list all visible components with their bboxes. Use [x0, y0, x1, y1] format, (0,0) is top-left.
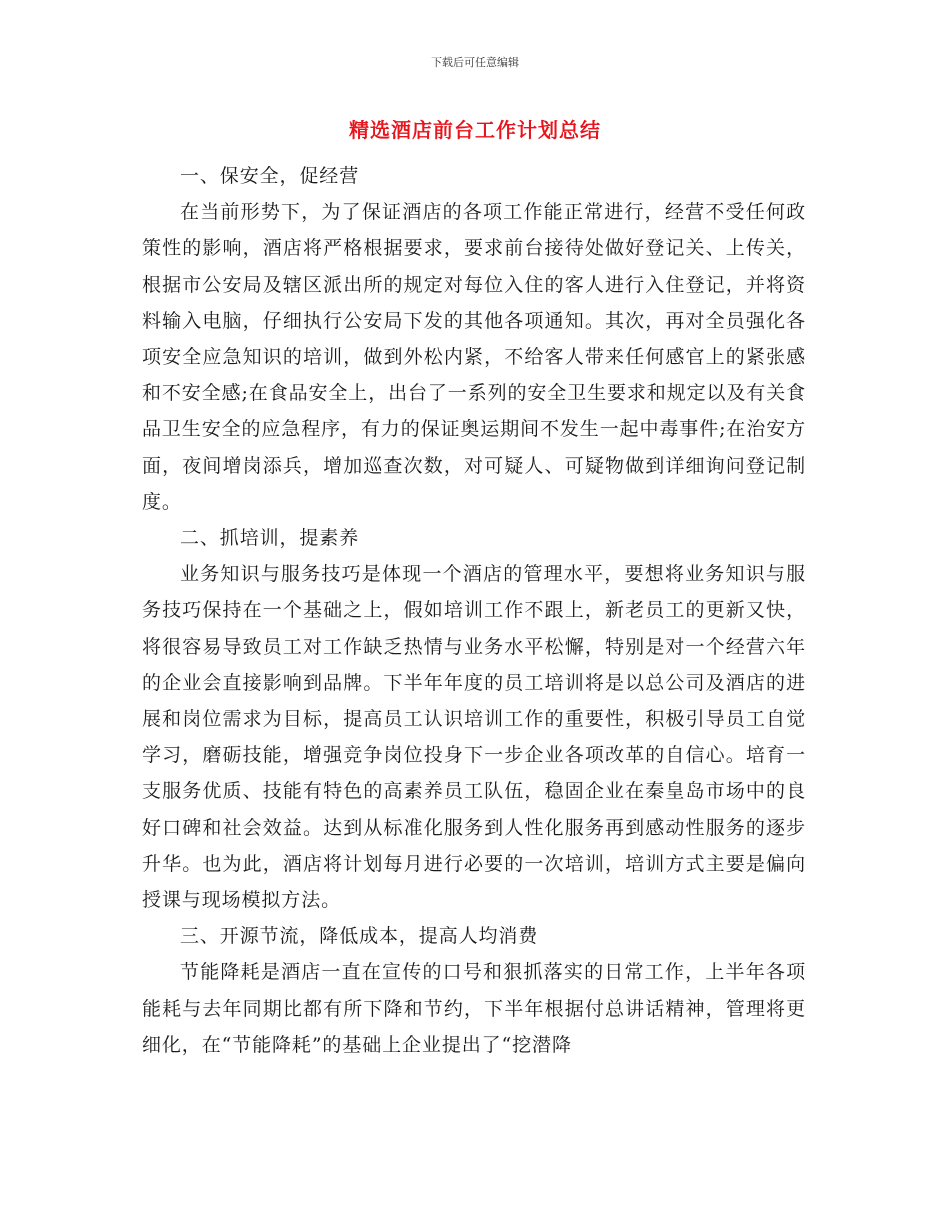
paragraph-3: 节能降耗是酒店一直在宣传的口号和狠抓落实的日常工作，上半年各项能耗与去年同期比都有所下降和节约，下半年根据付总讲话精神，管理将更细化，在“节能降耗”的基础上企业提出了“挖潜降 [142, 961, 806, 1056]
document-body [142, 158, 806, 1063]
document-title: 精选酒店前台工作计划总结 [349, 118, 601, 142]
paragraph-2: 业务知识与服务技巧是体现一个酒店的管理水平，要想将业务知识与服务技巧保持在一个基础之上，假如培训工作不跟上，新老员工的更新又快，将很容易导致员工对工作缺乏热情与业务水平松懈，特别是对一个经营六年的企业会直接影响到品牌。下半年年度的员工培训将是以总公司及酒店的进展和岗位需求为目标，提高员工认识培训工作的重要性，积极引导员工自觉学习，磨砺技能，增强竞争岗位投身下一步企业各项改革的自信心。培育一支服务优质、技能有特色的高素养员工队伍，稳固企业在秦皇岛市场中的良好口碑和社会效益。达到从标准化服务到人性化服务再到感动性服务的逐步升华。也为此，酒店将计划每月进行必要的一次培训，培训方式主要是偏向授课与现场模拟方法。 [142, 563, 806, 912]
section-heading-2: 二、抓培训，提素养 [180, 527, 360, 550]
header-note: 下载后可任意编辑 [431, 56, 519, 69]
section-heading-1: 一、保安全，促经营 [180, 165, 360, 187]
paragraph-1: 在当前形势下，为了保证酒店的各项工作能正常进行，经营不受任何政策性的影响，酒店将严格根据要求，要求前台接待处做好登记关、上传关，根据市公安局及辖区派出所的规定对每位入住的客人进行入住登记，并将资料输入电脑，仔细执行公安局下发的其他各项通知。其次，再对全员强化各项安全应急知识的培训，做到外松内紧，不给客人带来任何感官上的紧张感和不安全感;在食品安全上，出台了一系列的安全卫生要求和规定以及有关食品卫生安全的应急程序，有力的保证奥运期间不发生一起中毒事件;在治安方面，夜间增岗添兵，增加巡查次数，对可疑人、可疑物做到详细询问登记制度。 [142, 201, 807, 513]
section-heading-3: 三、开源节流，降低成本，提高人均消费 [180, 925, 539, 948]
